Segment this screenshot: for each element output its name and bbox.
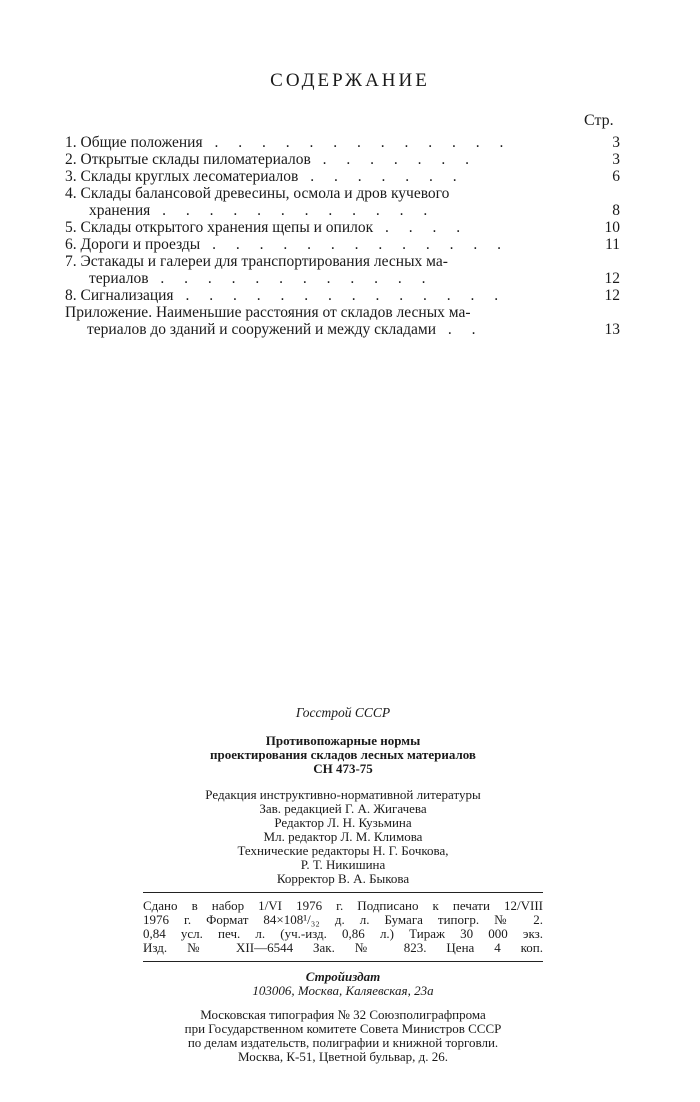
toc-leader-dots: . . . . . . . (310, 151, 478, 168)
toc-entry-text: Приложение. Наименьшие расстояния от складов лесных ма- (65, 304, 471, 321)
doc-title-line-2: проектирования складов лесных материалов (210, 747, 476, 762)
toc-entry (65, 253, 620, 287)
divider-top (143, 892, 543, 893)
staff-line: Р. Т. Никишина (300, 857, 386, 872)
printer-line: по делам издательств, полиграфии и книжной торговли. (187, 1035, 499, 1050)
doc-code: СН 473-75 (313, 761, 373, 776)
toc-page-number: 10 (604, 219, 620, 236)
editorial-office: Редакция инструктивно-нормативной литературы (205, 787, 481, 802)
toc-entry (65, 304, 620, 338)
toc-leader-dots: . . . . . . . . . . . . . (200, 236, 509, 253)
toc-entry-continuation: териалов до зданий и сооружений и между складами (87, 321, 437, 338)
toc-page-number: 13 (604, 321, 620, 338)
staff-line: Редактор Л. Н. Кузьмина (274, 815, 412, 830)
toc-leader-dots: . . . . . . . . . . . . (150, 202, 436, 219)
toc-entry-text: 1. Общие положения (65, 134, 203, 151)
page-column-label: Стр. (584, 112, 614, 129)
toc-leader-dots: . . (436, 321, 484, 338)
toc-entry-text: 5. Склады открытого хранения щепы и опилок (65, 219, 374, 236)
print-data-line: Сдано в набор 1/VI 1976 г. Подписано к печати 12/VIII (143, 898, 543, 913)
toc-page-number: 12 (604, 270, 620, 287)
publisher-address: 103006, Москва, Каляевская, 23а (252, 983, 434, 998)
issuer: Госстрой СССР (295, 705, 391, 720)
toc-entry (65, 168, 620, 185)
staff-line: Корректор В. А. Быкова (276, 871, 410, 886)
staff-line: Мл. редактор Л. М. Климова (263, 829, 423, 844)
toc-entry-continuation: териалов (89, 270, 149, 287)
toc-leader-dots: . . . . . . . . . . . . . . (173, 287, 507, 304)
toc-entry-text: 6. Дороги и проезды (65, 236, 201, 253)
table-of-contents (65, 134, 620, 338)
toc-page-number: 11 (605, 236, 620, 253)
toc-page-number: 6 (612, 168, 620, 185)
doc-title-line-1: Противопожарные нормы (265, 733, 421, 748)
toc-leader-dots: . . . . (373, 219, 469, 236)
toc-entry (65, 151, 620, 168)
toc-leader-dots: . . . . . . . . . . . . . (202, 134, 512, 151)
toc-entry (65, 185, 620, 219)
toc-page-number: 3 (612, 151, 620, 168)
toc-entry (65, 287, 620, 304)
imprint (143, 706, 543, 1064)
toc-leader-dots: . . . . . . . . . . . . (148, 270, 434, 287)
staff-line: Зав. редакцией Г. А. Жигачева (259, 801, 427, 816)
toc-page-number: 3 (612, 134, 620, 151)
staff-list (143, 802, 543, 886)
toc-entry-text: 7. Эстакады и галереи для транспортирования лесных ма- (65, 253, 448, 270)
printer-info (143, 1008, 543, 1064)
staff-line: Технические редакторы Н. Г. Бочкова, (237, 843, 449, 858)
toc-entry-text: 4. Склады балансовой древесины, осмола и дров кучевого (65, 185, 450, 202)
publisher: Стройиздат (305, 969, 381, 984)
print-data-line: Изд. № XII—6544 Зак. № 823. Цена 4 коп. (143, 940, 543, 955)
printer-line: Московская типография № 32 Союзполиграфпрома (200, 1007, 486, 1022)
toc-page-number: 12 (604, 287, 620, 304)
divider-bottom (143, 961, 543, 962)
toc-title: СОДЕРЖАНИЕ (270, 70, 430, 91)
print-data-line: 0,84 усл. печ. л. (уч.-изд. 0,86 л.) Тираж 30 000 экз. (143, 926, 543, 941)
printer-line: при Государственном комитете Совета Министров СССР (184, 1021, 502, 1036)
printer-line: Москва, К-51, Цветной бульвар, д. 26. (237, 1049, 448, 1064)
print-data (143, 897, 543, 957)
toc-entry-text: 2. Открытые склады пиломатериалов (65, 151, 311, 168)
toc-entry (65, 219, 620, 236)
toc-entry-text: 8. Сигнализация (65, 287, 174, 304)
print-data-line: 1976 г. Формат 84×108¹/₃₂ д. л. Бумага типогр. № 2. (143, 912, 543, 927)
toc-entry (65, 134, 620, 151)
toc-entry-continuation: хранения (89, 202, 151, 219)
toc-page-number: 8 (612, 202, 620, 219)
toc-leader-dots: . . . . . . . (298, 168, 465, 185)
toc-entry-text: 3. Склады круглых лесоматериалов (65, 168, 299, 185)
toc-entry (65, 236, 620, 253)
